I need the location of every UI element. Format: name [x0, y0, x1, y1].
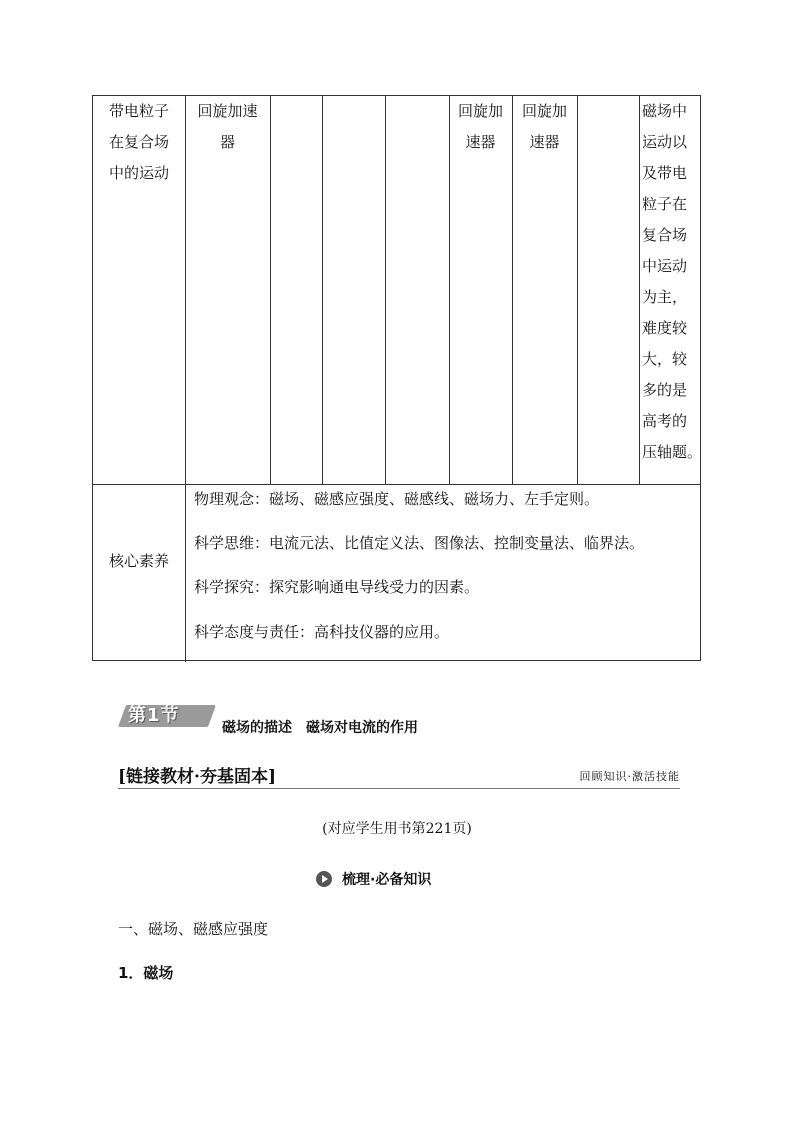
table-cell-analysis: 磁场中 运动以 及带电 粒子在 复合场 中运动 为主， 难度较 大，较 多的是 高考的 压轴题。 [642, 102, 703, 461]
core-literacy-label: 核心素养 [108, 552, 169, 570]
section-title: 磁场的描述 磁场对电流的作用 [222, 720, 418, 736]
core-literacy-line: 科学态度与责任：高科技仪器的应用。 [194, 623, 450, 641]
curriculum-table [92, 95, 701, 661]
table-divider [577, 96, 578, 484]
core-literacy-line: 物理观念：磁场、磁感应强度、磁感线、磁场力、左手定则。 [194, 490, 600, 508]
play-icon [316, 871, 332, 887]
link-title: [链接教材·夯基固本] [118, 767, 277, 787]
table-divider [385, 96, 386, 484]
section-badge-text: 第1节 [128, 705, 180, 726]
table-cell-year-b: 回旋加 速器 [521, 102, 567, 151]
subheading-text: 梳理·必备知识 [342, 872, 432, 888]
heading-1: 一、磁场、磁感应强度 [118, 920, 269, 938]
table-cell-unit: 回旋加速 器 [197, 102, 258, 151]
table-divider [185, 96, 186, 662]
section-badge [122, 705, 218, 727]
link-subtitle: 回顾知识·激活技能 [579, 770, 680, 783]
section-heading [118, 703, 698, 736]
heading-2: 1．磁场 [118, 964, 174, 982]
table-cell-year-a: 回旋加 速器 [457, 102, 503, 151]
core-literacy-line: 科学思维：电流元法、比值定义法、图像法、控制变量法、临界法。 [194, 534, 645, 552]
page-reference: (对应学生用书第221页) [322, 821, 472, 837]
link-banner [118, 762, 680, 789]
table-row-divider [93, 484, 700, 485]
table-divider [639, 96, 640, 484]
table-divider [322, 96, 323, 484]
table-divider [270, 96, 271, 484]
table-cell-topic: 带电粒子 在复合场 中的运动 [108, 102, 169, 182]
core-literacy-line: 科学探究：探究影响通电导线受力的因素。 [194, 578, 480, 596]
